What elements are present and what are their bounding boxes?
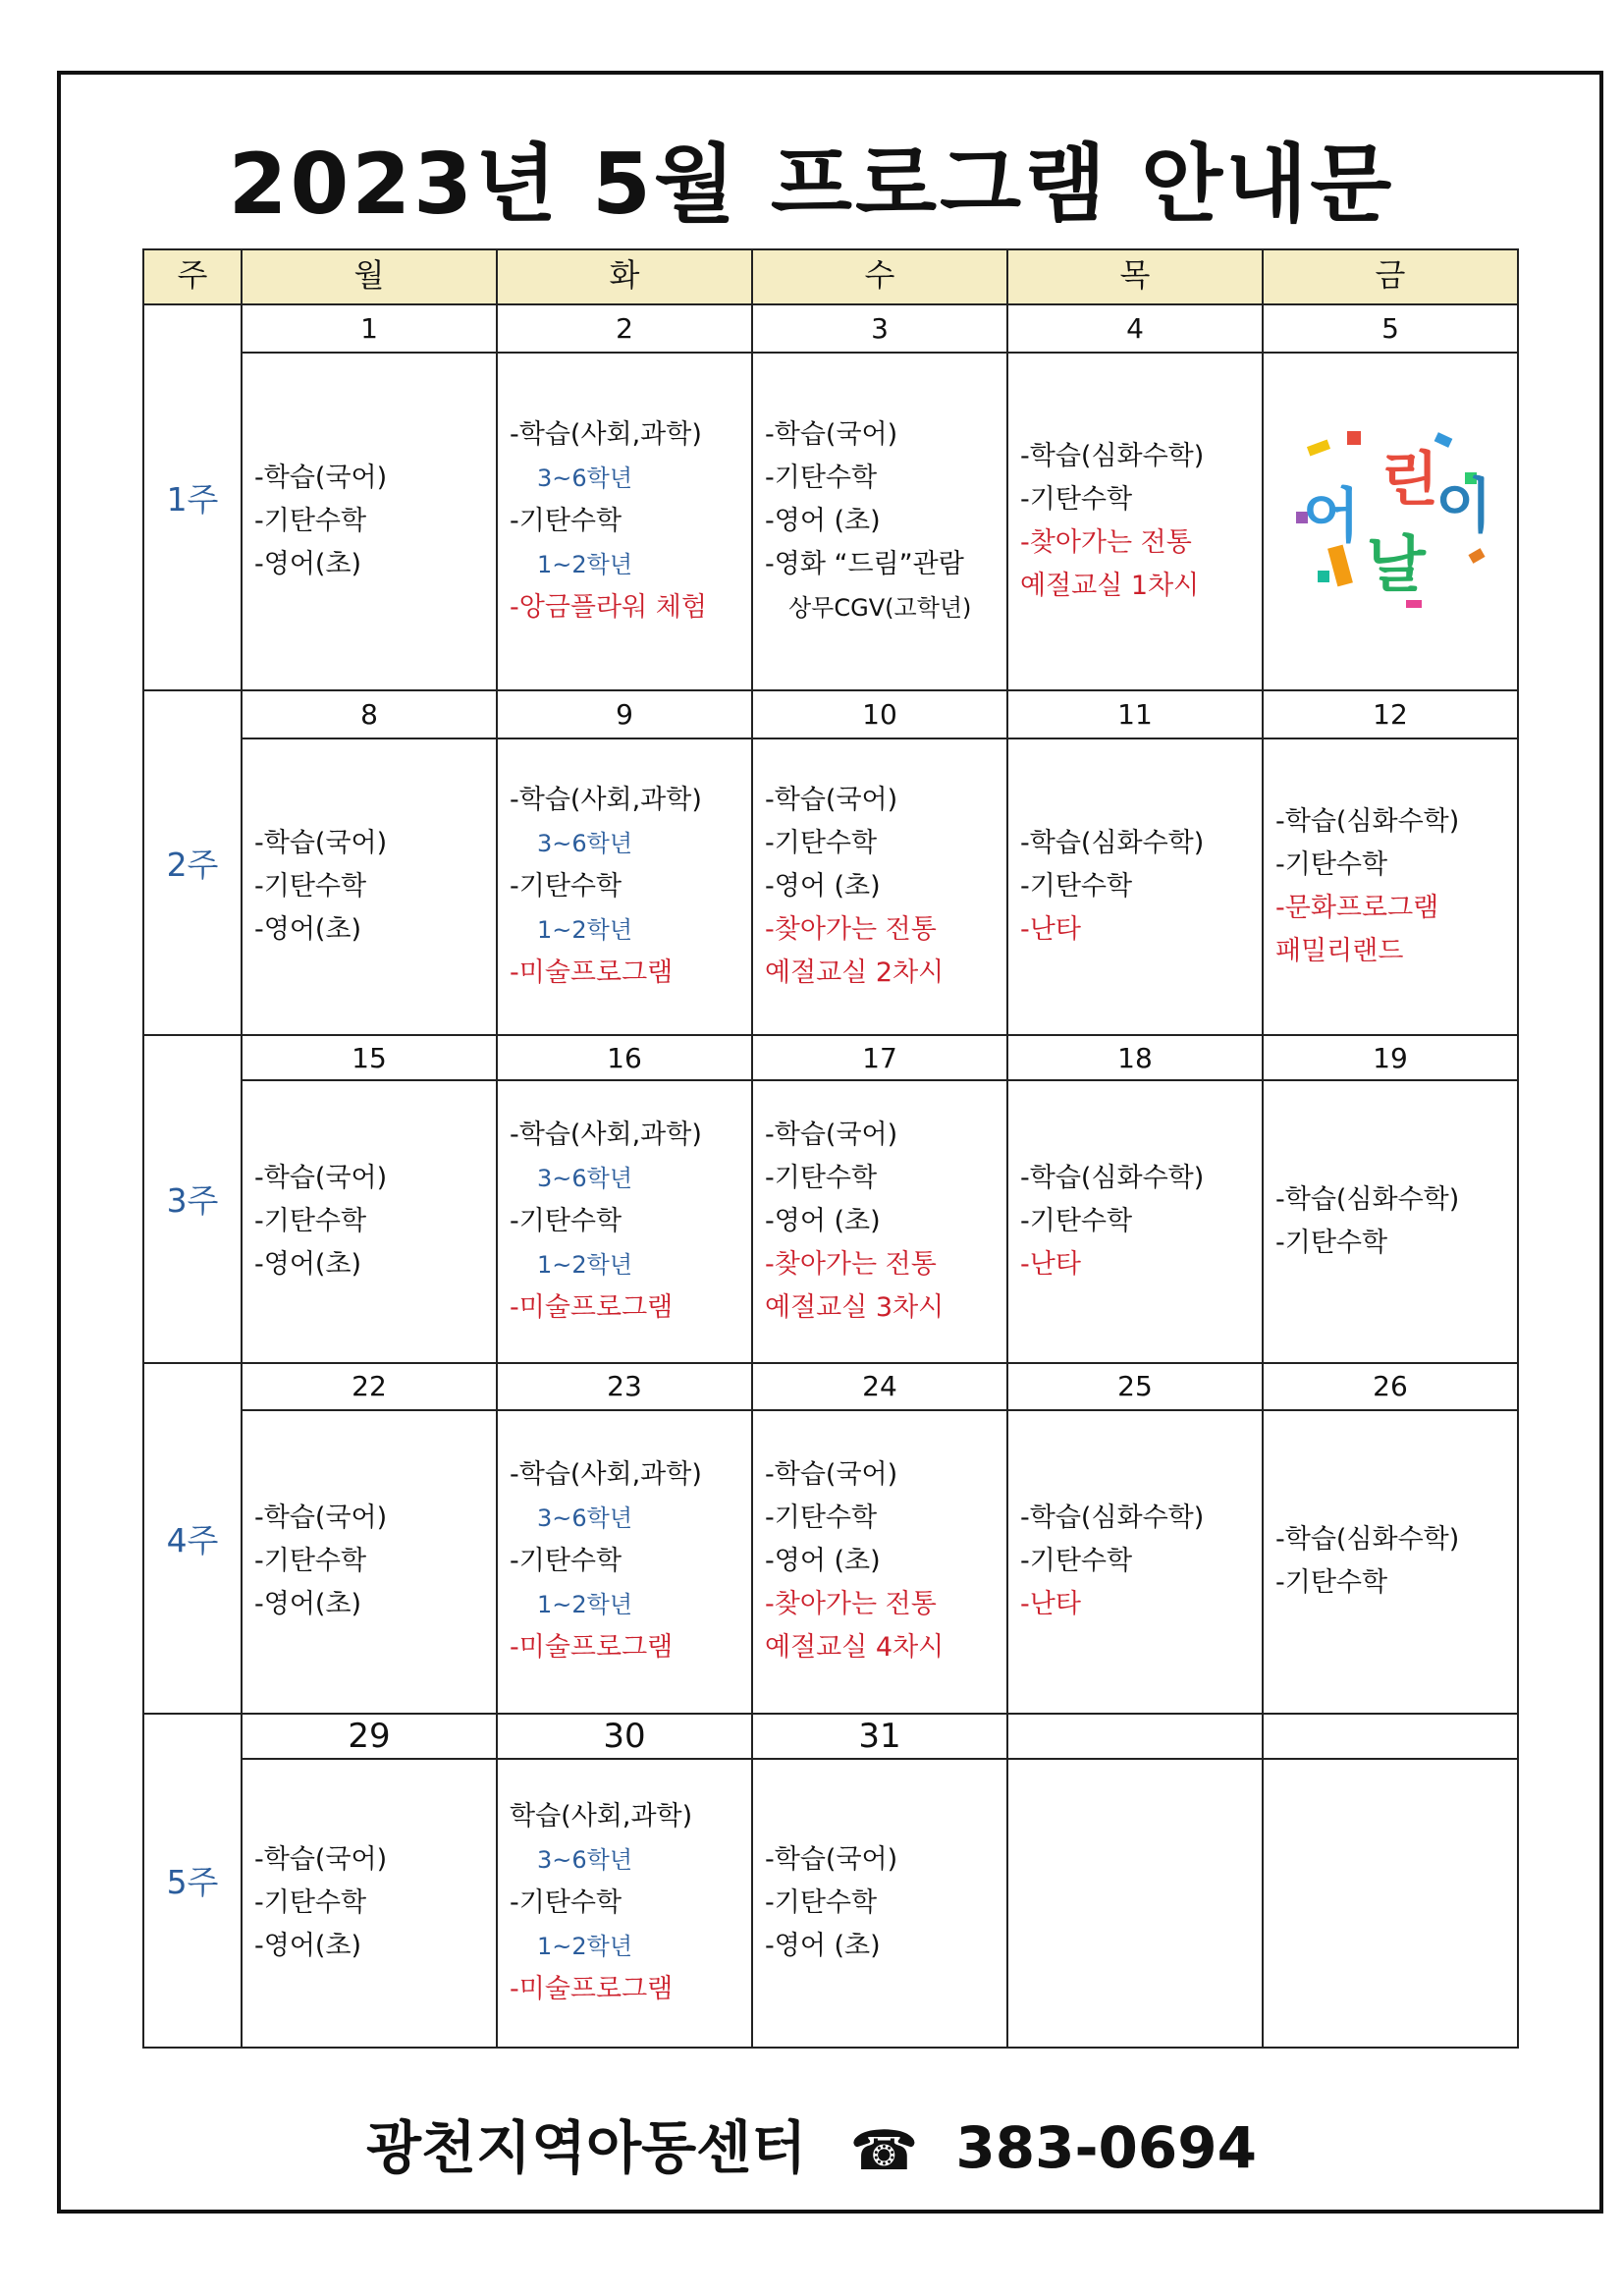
day-cell-wed [752,738,1007,1035]
schedule-item: -기탄수학 [254,505,367,536]
schedule-item: -학습(심화수학) [1275,1524,1460,1556]
date-number-mon: 15 [242,1035,497,1080]
schedule-item: -찾아가는 전통 [765,913,937,945]
date-number-tue: 9 [497,690,752,738]
week-date-row [143,690,1518,738]
schedule-item: 1~2학년 [537,915,633,944]
date-number-mon: 1 [242,304,497,353]
schedule-item: -기탄수학 [765,1887,878,1919]
schedule-item: -기탄수학 [510,1887,622,1919]
day-cell-thu [1007,1080,1263,1362]
date-number-fri: 12 [1263,690,1518,738]
day-cell-fri [1263,353,1518,690]
day-cell-fri [1263,1759,1518,2048]
day-cell-fri [1263,1410,1518,1714]
date-number-fri: 26 [1263,1363,1518,1411]
telephone-icon: ☎ [849,2119,919,2184]
date-number-fri: 19 [1263,1035,1518,1080]
schedule-item: -학습(사회,과학) [510,784,702,815]
schedule-item: -학습(심화수학) [1275,1183,1460,1215]
day-cell-mon [242,353,497,690]
schedule-item: -난타 [1020,1589,1081,1620]
schedule-item: -학습(국어) [254,1162,388,1193]
header-day-thu: 목 [1007,249,1263,304]
schedule-item: 상무CGV(고학년) [788,593,972,622]
schedule-item: -기탄수학 [765,462,878,493]
schedule-item: -난타 [1020,913,1081,945]
day-cell-wed [752,1080,1007,1362]
schedule-item: -영어 (초) [765,1546,881,1577]
date-number-wed: 31 [752,1714,1007,1759]
date-number-wed: 3 [752,304,1007,353]
schedule-item: -학습(심화수학) [1020,1503,1205,1534]
date-number-fri: 5 [1263,304,1518,353]
date-number-tue: 30 [497,1714,752,1759]
schedule-item: -기탄수학 [254,870,367,902]
week-date-row [143,1714,1518,1759]
schedule-item: -미술프로그램 [510,957,674,988]
schedule-item: 패밀리랜드 [1275,935,1404,966]
schedule-item: -학습(국어) [765,418,898,450]
day-cell-fri [1263,738,1518,1035]
schedule-item: -학습(국어) [765,1119,898,1150]
childrens-day-badge [1275,354,1507,689]
day-cell-mon [242,1080,497,1362]
day-cell-thu [1007,1410,1263,1714]
schedule-item: -미술프로그램 [510,1632,674,1664]
schedule-item: 1~2학년 [537,1591,633,1619]
schedule-item: -영화 “드림”관람 [765,548,964,579]
date-number-thu [1007,1714,1263,1759]
day-cell-mon [242,738,497,1035]
page-title: 2023년 5월 프로그램 안내문 [228,136,1395,234]
header-row [143,249,1518,304]
header-week: 주 [143,249,242,304]
schedule-item: -기탄수학 [254,1546,367,1577]
header-day-wed: 수 [752,249,1007,304]
schedule-item: -찾아가는 전통 [1020,526,1192,558]
schedule-item: -영어 (초) [765,870,881,902]
schedule-item: -학습(국어) [254,1844,388,1876]
day-cell-mon [242,1410,497,1714]
day-cell-thu [1007,738,1263,1035]
schedule-item: -기탄수학 [1275,1567,1388,1599]
schedule-item: -기탄수학 [510,1546,622,1577]
childrens-day-illustration [1288,423,1494,620]
schedule-item: -학습(사회,과학) [510,1459,702,1491]
date-number-mon: 22 [242,1363,497,1411]
date-number-fri [1263,1714,1518,1759]
schedule-item: -기탄수학 [1020,870,1133,902]
svg-text:이: 이 [1435,471,1492,541]
schedule-item: 3~6학년 [537,1164,633,1192]
header-day-mon: 월 [242,249,497,304]
footer [0,2102,1623,2184]
schedule-item: -학습(국어) [765,1459,898,1491]
schedule-item: 3~6학년 [537,829,633,857]
schedule-item: 예절교실 4차시 [765,1632,945,1664]
schedule-item: -기탄수학 [765,1503,878,1534]
schedule-item: -찾아가는 전통 [765,1589,937,1620]
schedule-item: -문화프로그램 [1275,892,1439,923]
schedule-item: -학습(국어) [765,784,898,815]
schedule-item: -기탄수학 [765,1162,878,1193]
date-number-thu: 11 [1007,690,1263,738]
schedule-item: 1~2학년 [537,1250,633,1279]
week-content-row [143,1080,1518,1362]
schedule-item: -기탄수학 [765,827,878,858]
week-date-row [143,1363,1518,1411]
week-date-row [143,304,1518,353]
schedule-item: -기탄수학 [1275,1227,1388,1258]
schedule-item: -학습(심화수학) [1275,805,1460,837]
schedule-item: -학습(국어) [254,827,388,858]
schedule-item: 예절교실 3차시 [765,1291,945,1323]
schedule-item: -기탄수학 [1020,1546,1133,1577]
schedule-item: -학습(사회,과학) [510,418,702,450]
schedule-item: 학습(사회,과학) [510,1801,693,1832]
schedule-item: 1~2학년 [537,550,633,578]
week-label: 3주 [143,1035,242,1363]
phone-number: 383-0694 [955,2114,1257,2181]
schedule-item: -영어(초) [254,1589,362,1620]
date-number-mon: 8 [242,690,497,738]
day-cell-wed [752,1759,1007,2048]
schedule-item: -영어(초) [254,1931,362,1962]
week-label: 5주 [143,1714,242,2048]
svg-text:날: 날 [1367,527,1426,600]
day-cell-wed [752,353,1007,690]
header-day-fri: 금 [1263,249,1518,304]
week-content-row [143,738,1518,1035]
schedule-item: 3~6학년 [537,464,633,492]
date-number-thu: 18 [1007,1035,1263,1080]
date-number-tue: 23 [497,1363,752,1411]
date-number-tue: 2 [497,304,752,353]
schedule-item: -기탄수학 [1020,483,1133,515]
schedule-item: -영어 (초) [765,505,881,536]
week-label: 4주 [143,1363,242,1714]
schedule-item: -영어 (초) [765,1931,881,1962]
day-cell-mon [242,1759,497,2048]
schedule-item: -학습(국어) [254,1503,388,1534]
schedule-item: 예절교실 1차시 [1020,570,1200,601]
day-cell-fri [1263,1080,1518,1362]
day-cell-thu [1007,1759,1263,2048]
schedule-item: 3~6학년 [537,1504,633,1533]
schedule-item: -기탄수학 [510,505,622,536]
schedule-item: -기탄수학 [254,1205,367,1236]
date-number-tue: 16 [497,1035,752,1080]
date-number-mon: 29 [242,1714,497,1759]
schedule-item: -기탄수학 [510,870,622,902]
schedule-item: -학습(심화수학) [1020,1162,1205,1193]
schedule-item: 1~2학년 [537,1933,633,1961]
schedule-item: -영어 (초) [765,1205,881,1236]
schedule-item: -미술프로그램 [510,1291,674,1323]
date-number-wed: 10 [752,690,1007,738]
schedule-item: -앙금플라워 체험 [510,591,707,623]
svg-text:어: 어 [1303,481,1360,551]
day-cell-wed [752,1410,1007,1714]
day-cell-tue [497,1759,752,2048]
schedule-item: -학습(심화수학) [1020,440,1205,471]
header-day-tue: 화 [497,249,752,304]
date-number-thu: 4 [1007,304,1263,353]
center-name: 광천지역아동센터 [366,2114,807,2181]
schedule-item: -영어(초) [254,913,362,945]
schedule-item: -기탄수학 [254,1887,367,1919]
schedule-item: 예절교실 2차시 [765,957,945,988]
schedule-item: -학습(국어) [254,462,388,493]
schedule-table [142,248,1519,2049]
day-cell-tue [497,1410,752,1714]
week-content-row [143,353,1518,690]
week-content-row [143,1759,1518,2048]
date-number-wed: 17 [752,1035,1007,1080]
date-number-thu: 25 [1007,1363,1263,1411]
week-label: 1주 [143,304,242,690]
schedule-item: -기탄수학 [1020,1205,1133,1236]
day-cell-tue [497,738,752,1035]
day-cell-thu [1007,353,1263,690]
week-content-row [143,1410,1518,1714]
week-date-row [143,1035,1518,1080]
week-label: 2주 [143,690,242,1035]
schedule-item: -학습(심화수학) [1020,827,1205,858]
schedule-item: -영어(초) [254,1248,362,1280]
schedule-item: -학습(사회,과학) [510,1119,702,1150]
schedule-item: -기탄수학 [510,1205,622,1236]
day-cell-tue [497,353,752,690]
schedule-item: 3~6학년 [537,1846,633,1875]
schedule-item: -찾아가는 전통 [765,1248,937,1280]
schedule-item: -영어(초) [254,548,362,579]
date-number-wed: 24 [752,1363,1007,1411]
schedule-item: -학습(국어) [765,1844,898,1876]
schedule-item: -기탄수학 [1275,848,1388,880]
schedule-item: -난타 [1020,1248,1081,1280]
svg-text:린: 린 [1381,445,1438,515]
day-cell-tue [497,1080,752,1362]
schedule-item: -미술프로그램 [510,1974,674,2005]
